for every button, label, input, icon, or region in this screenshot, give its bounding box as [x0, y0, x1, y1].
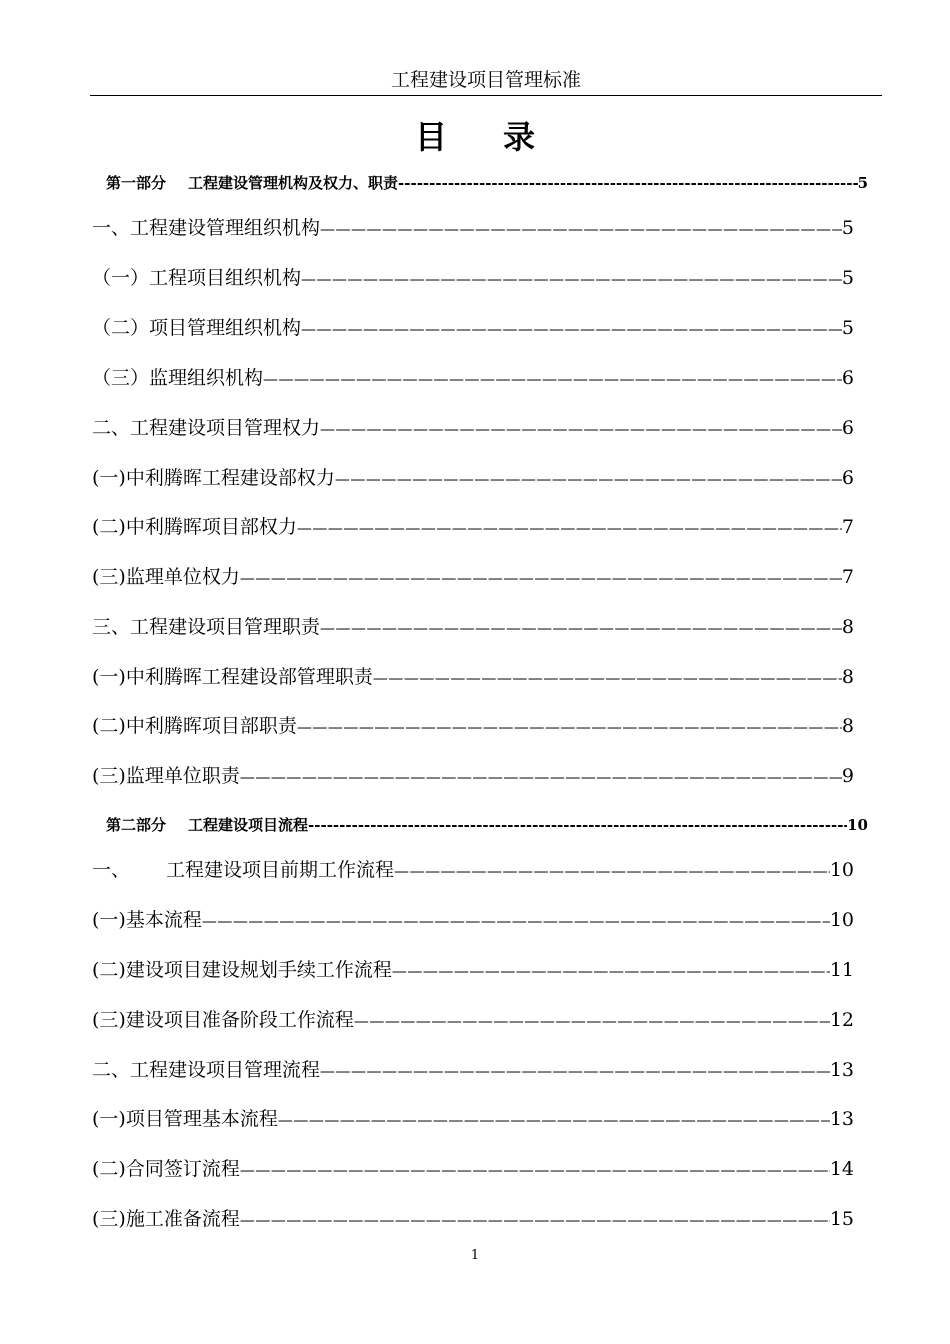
toc-dot-leader	[373, 665, 842, 691]
toc-entry[interactable]	[92, 1156, 854, 1183]
toc-dot-leader	[320, 1058, 830, 1084]
toc-entry-page: 12	[829, 1009, 854, 1031]
toc-dot-leader	[278, 1107, 830, 1133]
toc-dot-leader	[354, 1008, 830, 1034]
toc-dot-leader	[394, 858, 830, 884]
toc-dot-leader	[301, 266, 842, 292]
toc-dot-leader	[392, 958, 830, 984]
page-number: 1	[470, 1248, 480, 1263]
toc-entry-number: 第一部分	[106, 174, 167, 192]
toc-entry-label	[92, 215, 320, 241]
toc-entry-page: 11	[829, 959, 854, 981]
toc-entry-label	[92, 315, 301, 341]
toc-entry-page: 13	[829, 1059, 854, 1081]
toc-title: 目录	[414, 118, 591, 156]
toc-entry-number: (三)	[92, 1009, 126, 1031]
toc-entry-number: 一、	[92, 217, 131, 239]
toc-entry-label	[92, 1156, 240, 1182]
toc-part-heading[interactable]	[106, 812, 868, 838]
toc-entry[interactable]	[92, 1206, 854, 1233]
toc-entry-title: 工程建设管理机构及权力、职责	[188, 174, 399, 192]
toc-entry-label	[92, 365, 263, 391]
toc-entry[interactable]	[92, 514, 854, 541]
toc-entry-page: 6	[841, 417, 854, 439]
toc-entry-label	[92, 957, 392, 983]
toc-entry[interactable]	[92, 763, 854, 790]
toc-entry-label	[92, 1206, 240, 1232]
toc-entry-page: 13	[829, 1108, 854, 1130]
toc-dot-leader	[202, 908, 830, 934]
toc-dot-leader	[297, 515, 842, 541]
toc-entry-title: 工程项目组织机构	[149, 267, 302, 289]
toc-entry[interactable]	[92, 215, 854, 242]
toc-part-heading[interactable]	[106, 170, 868, 196]
toc-entry-label	[92, 713, 297, 739]
toc-entry[interactable]	[92, 957, 854, 984]
toc-entry-label	[92, 763, 240, 789]
toc-entry-number: (一)	[92, 467, 126, 489]
toc-entry[interactable]	[92, 1007, 854, 1034]
toc-entry[interactable]	[92, 265, 854, 292]
toc-entry-number: 二、	[92, 1059, 131, 1081]
toc-entry-page: 10	[847, 816, 868, 834]
toc-entry-number: (一)	[92, 1108, 126, 1130]
toc-entry-label	[92, 465, 335, 491]
toc-dot-leader	[320, 416, 842, 442]
toc-entry-title: 工程建设项目管理权力	[130, 417, 321, 439]
toc-entry-title: 基本流程	[125, 909, 202, 931]
toc-entry[interactable]	[92, 614, 854, 641]
toc-entry[interactable]	[92, 1057, 854, 1084]
toc-dot-leader	[240, 565, 842, 591]
toc-entry-title: 中利腾晖工程建设部权力	[125, 467, 335, 489]
toc-entry-page: 10	[829, 909, 854, 931]
toc-entry-page: 8	[841, 715, 854, 737]
toc-dot-leader	[308, 812, 847, 838]
toc-entry-label	[92, 1007, 354, 1033]
toc-dot-leader	[335, 466, 842, 492]
header-title: 工程建设项目管理标准	[390, 69, 581, 91]
toc-entry-label	[92, 1057, 320, 1083]
toc-entry[interactable]	[92, 365, 854, 392]
toc-entry-title: 中利腾晖项目部权力	[125, 516, 297, 538]
toc-entry[interactable]	[92, 465, 854, 492]
toc-entry-label	[92, 1106, 278, 1132]
toc-entry-number: （二）	[92, 317, 150, 339]
toc-entry-number: (二)	[92, 715, 126, 737]
toc-entry[interactable]	[92, 857, 854, 884]
toc-entry-title: 建设项目建设规划手续工作流程	[125, 959, 392, 981]
toc-dot-leader	[240, 764, 842, 790]
toc-entry-label	[92, 664, 373, 690]
toc-entry-title: 建设项目准备阶段工作流程	[125, 1009, 354, 1031]
toc-entry-title: 监理单位权力	[125, 566, 240, 588]
toc-entry[interactable]	[92, 907, 854, 934]
toc-entry[interactable]	[92, 564, 854, 591]
toc-dot-leader	[320, 216, 842, 242]
toc-entry-page: 8	[841, 666, 854, 688]
toc-entry-page: 10	[829, 859, 854, 881]
toc-entry-number: 第二部分	[106, 816, 167, 834]
toc-entry-page: 14	[829, 1158, 854, 1180]
toc-entry[interactable]	[92, 1106, 854, 1133]
toc-entry-page: 15	[829, 1208, 854, 1230]
toc-entry-number: (三)	[92, 1208, 126, 1230]
toc-entry-label	[92, 614, 320, 640]
toc-entry-page: 8	[841, 616, 854, 638]
toc-entry-page: 7	[841, 566, 854, 588]
toc-entry-page: 5	[841, 267, 854, 289]
toc-entry-title: 工程建设项目管理职责	[130, 616, 321, 638]
toc-dot-leader	[263, 366, 842, 392]
toc-entry[interactable]	[92, 664, 854, 691]
toc-entry-page: 5	[841, 317, 854, 339]
toc-entry-title: 项目管理基本流程	[125, 1108, 278, 1130]
toc-dot-leader	[240, 1157, 830, 1183]
toc-entry-title: 施工准备流程	[125, 1208, 240, 1230]
toc-entry-title: 工程建设项目管理流程	[130, 1059, 321, 1081]
toc-entry-number: (二)	[92, 516, 126, 538]
toc-entry-page: 9	[841, 765, 854, 787]
toc-entry-title: 中利腾晖工程建设部管理职责	[125, 666, 373, 688]
toc-entry-number: 三、	[92, 616, 131, 638]
toc-dot-leader	[320, 615, 842, 641]
toc-entry-number: （一）	[92, 267, 150, 289]
toc-dot-leader	[398, 170, 858, 196]
toc-entry-title: 监理单位职责	[125, 765, 240, 787]
toc-entry-label	[92, 564, 240, 590]
toc-entry-label	[92, 415, 320, 441]
toc-entry-number: （三）	[92, 367, 150, 389]
toc-entry-title: 工程建设项目前期工作流程	[166, 859, 395, 881]
toc-entry-page: 7	[841, 516, 854, 538]
toc-entry-number: (二)	[92, 959, 126, 981]
toc-entry-number: 二、	[92, 417, 131, 439]
toc-entry-number: (一)	[92, 666, 126, 688]
toc-entry-number: (三)	[92, 566, 126, 588]
toc-entry-label	[92, 265, 301, 291]
toc-dot-leader	[240, 1207, 830, 1233]
toc-entry-page: 5	[841, 217, 854, 239]
toc-entry-title: 工程建设管理组织机构	[130, 217, 321, 239]
toc-entry-title: 合同签订流程	[125, 1158, 240, 1180]
toc-entry-title: 工程建设项目流程	[188, 816, 309, 834]
toc-entry[interactable]	[92, 315, 854, 342]
toc-entry-page: 6	[841, 367, 854, 389]
toc-entry-number: (三)	[92, 765, 126, 787]
toc-dot-leader	[301, 316, 842, 342]
toc-entry-title: 中利腾晖项目部职责	[125, 715, 297, 737]
toc-entry-title: 监理组织机构	[149, 367, 264, 389]
toc-entry-label	[106, 812, 308, 838]
toc-entry-label	[92, 907, 202, 933]
toc-entry-label	[92, 857, 394, 883]
toc-dot-leader	[297, 714, 842, 740]
toc-entry-label	[106, 170, 398, 196]
toc-entry-label	[92, 514, 297, 540]
toc-entry-page: 5	[857, 174, 868, 192]
toc-entry-number: (二)	[92, 1158, 126, 1180]
toc-entry[interactable]	[92, 713, 854, 740]
toc-entry-number: (一)	[92, 909, 126, 931]
toc-entry-title: 项目管理组织机构	[149, 317, 302, 339]
toc-entry-page: 6	[841, 467, 854, 489]
toc-entry-number: 一、	[92, 859, 131, 881]
toc-entry[interactable]	[92, 415, 854, 442]
